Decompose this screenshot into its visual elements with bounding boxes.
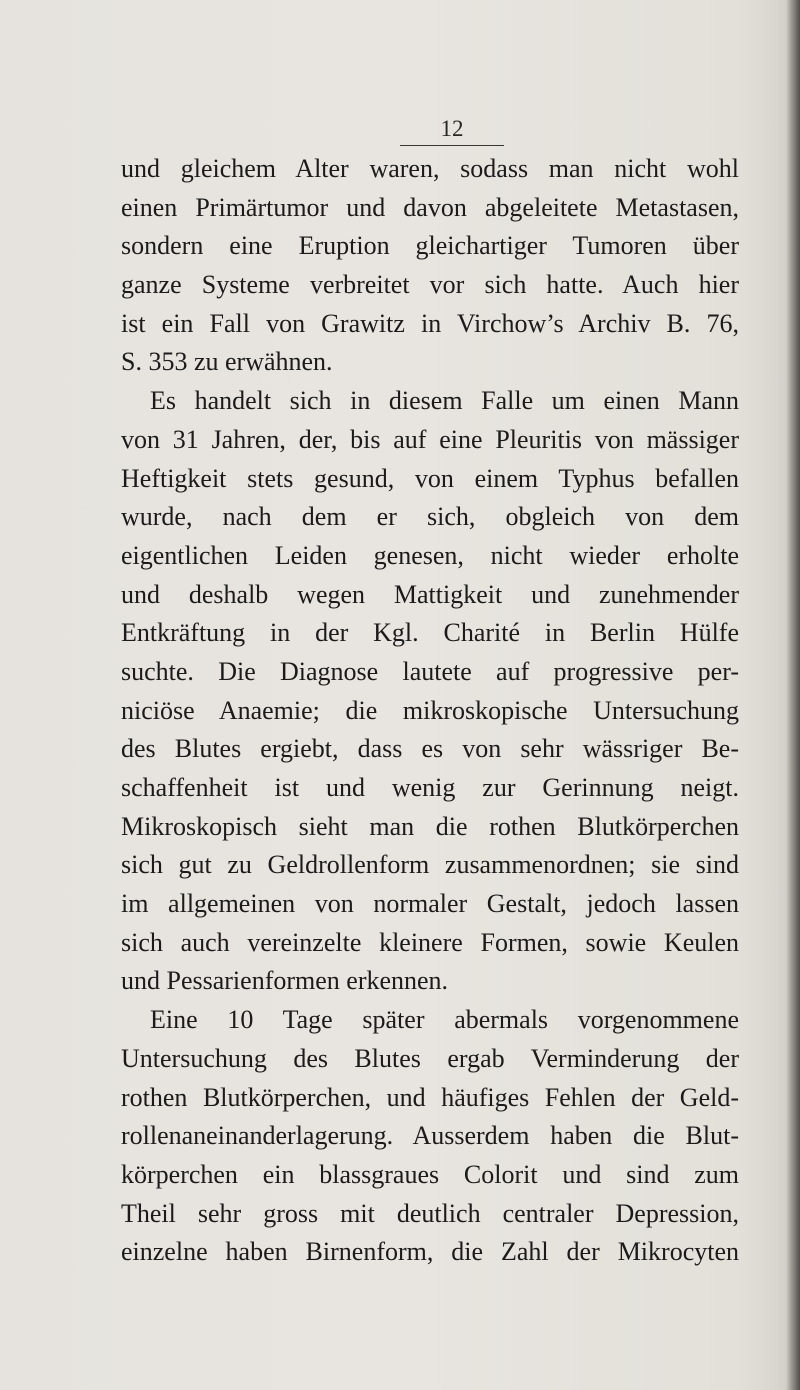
text-line: Mikroskopisch sieht man die rothen Blutkörperchen <box>121 811 739 841</box>
text-line: wurde, nach dem er sich, obgleich von dem <box>121 502 739 532</box>
text-line: und gleichem Alter waren, sodass man nicht wohl <box>121 154 739 183</box>
text-line: S. 353 zu erwähnen. <box>121 347 333 377</box>
text-line: Es handelt sich in diesem Falle um einen Mann <box>150 386 739 416</box>
body-text <box>121 150 739 1272</box>
paragraph-3 <box>121 1001 739 1272</box>
text-line: sondern eine Eruption gleichartiger Tumoren über <box>121 231 739 261</box>
text-line: und deshalb wegen Mattigkeit und zunehmender <box>121 579 739 609</box>
text-line: des Blutes ergiebt, dass es von sehr wässriger Be- <box>121 734 739 764</box>
paragraph-1 <box>121 150 739 382</box>
text-line: Eine 10 Tage später abermals vorgenommene <box>150 1005 739 1035</box>
page-number-header <box>400 113 504 146</box>
text-line: einen Primärtumor und davon abgeleitete Metastasen, <box>121 192 739 222</box>
text-line: und Pessarienformen erkennen. <box>121 966 449 996</box>
text-line: sich auch vereinzelte kleinere Formen, sowie Keulen <box>121 927 739 957</box>
page-number: 12 <box>440 116 464 141</box>
text-line: Entkräftung in der Kgl. Charité in Berlin Hülfe <box>121 618 739 648</box>
text-line: rothen Blutkörperchen, und häufiges Fehlen der Geld- <box>121 1082 739 1112</box>
text-line: einzelne haben Birnenform, die Zahl der Mikrocyten <box>121 1237 739 1267</box>
text-line: Untersuchung des Blutes ergab Verminderung der <box>121 1043 739 1073</box>
text-line: ganze Systeme verbreitet vor sich hatte. Auch hier <box>121 270 739 300</box>
paragraph-2 <box>121 382 739 1001</box>
text-line: schaffenheit ist und wenig zur Gerinnung neigt. <box>121 773 739 802</box>
text-line: niciöse Anaemie; die mikroskopische Untersuchung <box>121 695 739 725</box>
page-binding-edge <box>786 0 800 1390</box>
text-line: im allgemeinen von normaler Gestalt, jedoch lassen <box>121 889 739 919</box>
text-line: Theil sehr gross mit deutlich centraler Depression, <box>121 1198 739 1228</box>
text-line: Heftigkeit stets gesund, von einem Typhus befallen <box>121 463 739 493</box>
text-line: suchte. Die Diagnose lautete auf progressive per- <box>121 656 739 686</box>
text-line: körperchen ein blassgraues Colorit und sind zum <box>121 1159 739 1189</box>
text-line: rollenaneinanderlagerung. Ausserdem haben die Blut- <box>121 1121 739 1151</box>
text-line: sich gut zu Geldrollenform zusammenordnen; sie sind <box>121 850 739 880</box>
text-line: von 31 Jahren, der, bis auf eine Pleuritis von mässiger <box>121 424 739 454</box>
text-line: eigentlichen Leiden genesen, nicht wieder erholte <box>121 540 739 570</box>
text-line: ist ein Fall von Grawitz in Virchow’s Archiv B. 76, <box>121 308 739 338</box>
